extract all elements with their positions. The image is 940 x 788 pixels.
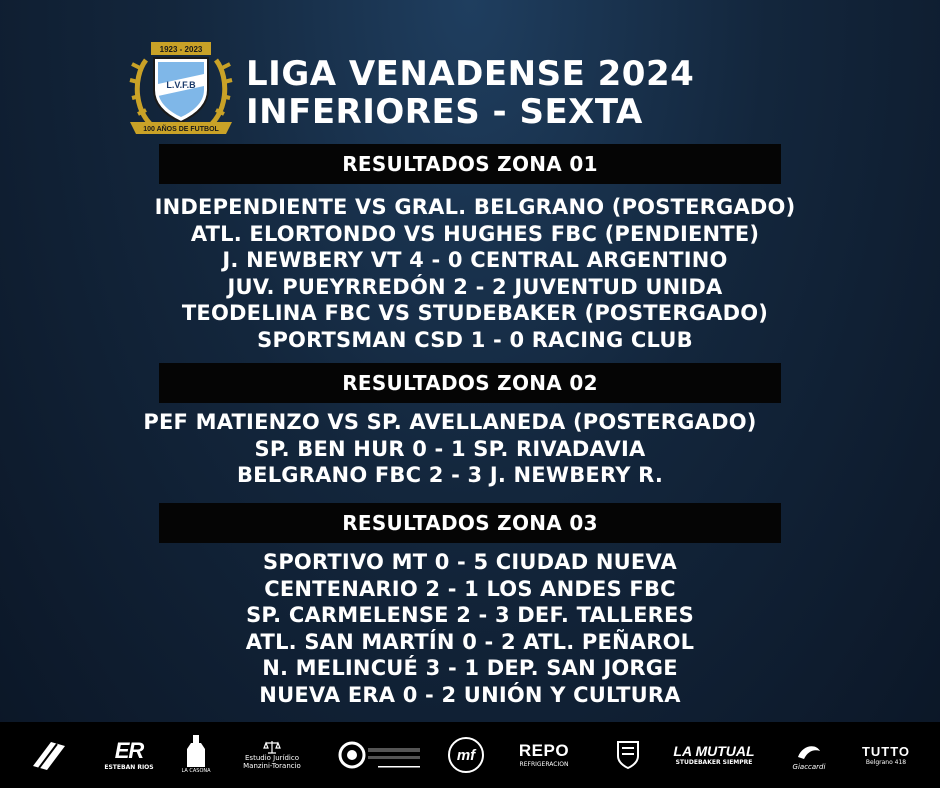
result-row: PEF MATIENZO VS SP. AVELLANEDA (POSTERGADO) — [143, 410, 757, 434]
sponsor-estudio-juridico: Estudio Jurídico Manzini-Torancio — [238, 722, 306, 788]
result-row: SP. BEN HUR 0 - 1 SP. RIVADAVIA — [254, 436, 646, 461]
sponsor-la-mutual: LA MUTUAL STUDEBAKER SIEMPRE — [673, 743, 755, 766]
league-crest-logo — [128, 38, 234, 140]
result-row: TEODELINA FBC VS STUDEBAKER (POSTERGADO) — [181, 301, 769, 325]
bottle-icon — [185, 735, 207, 767]
brush-logo-icon — [29, 738, 69, 772]
zone-03-results — [70, 549, 870, 708]
bird-icon — [794, 739, 824, 763]
zone-01-header: RESULTADOS ZONA 01 — [159, 144, 781, 184]
club-shield-icon — [616, 740, 640, 770]
zone-02-header: RESULTADOS ZONA 02 — [159, 363, 781, 403]
sponsor-tutto: TUTTO Belgrano 418 — [861, 743, 911, 766]
sponsor-esteban-rios: ER ESTEBAN RIOS — [104, 738, 154, 771]
sponsor-mf: mf — [446, 722, 486, 788]
sponsor-circle-logo — [336, 722, 426, 788]
title-category: INFERIORES - SEXTA — [246, 92, 643, 132]
header — [128, 38, 828, 138]
zone-03-header: RESULTADOS ZONA 03 — [159, 503, 781, 543]
title-league: LIGA VENADENSE 2024 — [246, 54, 695, 94]
result-row: NUEVA ERA 0 - 2 UNIÓN Y CULTURA — [259, 682, 681, 707]
svg-text:100 AÑOS DE FUTBOL: 100 AÑOS DE FUTBOL — [143, 126, 219, 133]
sponsor-giaccardi: Giaccardi — [784, 722, 834, 788]
result-row: SPORTIVO MT 0 - 5 CIUDAD NUEVA — [263, 550, 677, 574]
svg-text:L.V.F.B: L.V.F.B — [166, 80, 196, 90]
result-row: N. MELINCUÉ 3 - 1 DEP. SAN JORGE — [262, 656, 678, 680]
sponsor-shield — [610, 722, 646, 788]
result-row: J. NEWBERY VT 4 - 0 CENTRAL ARGENTINO — [222, 248, 728, 272]
circle-logo-icon — [338, 740, 424, 770]
result-row: CENTENARIO 2 - 1 LOS ANDES FBC — [264, 576, 676, 601]
result-row: INDEPENDIENTE VS GRAL. BELGRANO (POSTERGADO) — [154, 195, 796, 219]
sponsor-bottle: LA CASONA — [176, 722, 216, 788]
result-row: JUV. PUEYRREDÓN 2 - 2 JUVENTUD UNIDA — [227, 274, 723, 299]
scales-icon — [263, 740, 281, 754]
svg-text:1923 - 2023: 1923 - 2023 — [159, 45, 203, 54]
result-row: ATL. SAN MARTÍN 0 - 2 ATL. PEÑAROL — [245, 629, 695, 654]
zone-02-results — [60, 409, 840, 489]
result-row: SPORTSMAN CSD 1 - 0 RACING CLUB — [257, 327, 693, 352]
sponsor-repo: REPO REFRIGERACION — [518, 741, 570, 768]
result-row: SP. CARMELENSE 2 - 3 DEF. TALLERES — [246, 603, 694, 627]
result-row: ATL. ELORTONDO VS HUGHES FBC (PENDIENTE) — [190, 221, 760, 246]
sponsor-logo-1 — [26, 722, 72, 788]
sponsors-bar — [0, 722, 940, 788]
zone-01-results — [70, 194, 880, 353]
result-row: BELGRANO FBC 2 - 3 J. NEWBERY R. — [236, 463, 664, 487]
